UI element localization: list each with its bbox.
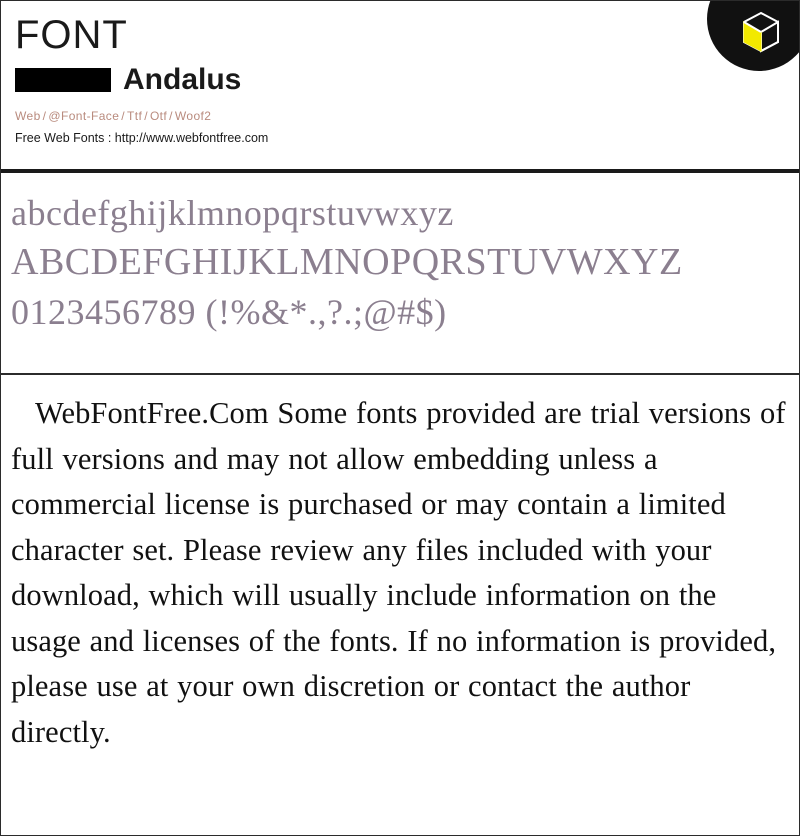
- page-header: [1, 1, 799, 173]
- tag-separator: /: [42, 109, 47, 123]
- tag-ttf[interactable]: Ttf: [127, 109, 143, 123]
- digits-symbols-specimen: 0123456789 (!%&*.,?.;@#$): [11, 292, 447, 332]
- site-url-line: Free Web Fonts : http://www.webfontfree.com: [15, 131, 269, 145]
- site-logo[interactable]: [707, 0, 800, 71]
- page-title: FONT: [15, 13, 128, 57]
- cube-icon: [741, 11, 781, 53]
- tag-separator: /: [121, 109, 126, 123]
- uppercase-specimen: ABCDEFGHIJKLMNOPQRSTUVWXYZ: [11, 241, 683, 283]
- font-name-row: [15, 63, 799, 97]
- redaction-bar: [15, 68, 111, 92]
- tag-separator: /: [144, 109, 148, 123]
- sample-paragraph: WebFontFree.Com Some fonts provided are trial versions of full versions and may not allow embedding unless a commercial license is purchased or may contain a limited character set. Please review any files included with your download, which will usually include information on the usage and licenses of the fonts. If no information is provided, please use at your own discretion or contact the author directly.: [11, 396, 786, 749]
- tag-separator: /: [169, 109, 173, 123]
- tag-woff2[interactable]: Woof2: [174, 109, 212, 123]
- tag-web[interactable]: Web: [15, 109, 41, 123]
- format-tag-list: [15, 109, 799, 123]
- lowercase-specimen: abcdefghijklmnopqrstuvwxyz: [11, 193, 454, 233]
- tag-font-face[interactable]: @Font-Face: [48, 109, 120, 123]
- tag-otf[interactable]: Otf: [149, 109, 168, 123]
- font-name: Andalus: [123, 63, 242, 96]
- character-specimen: [1, 173, 799, 375]
